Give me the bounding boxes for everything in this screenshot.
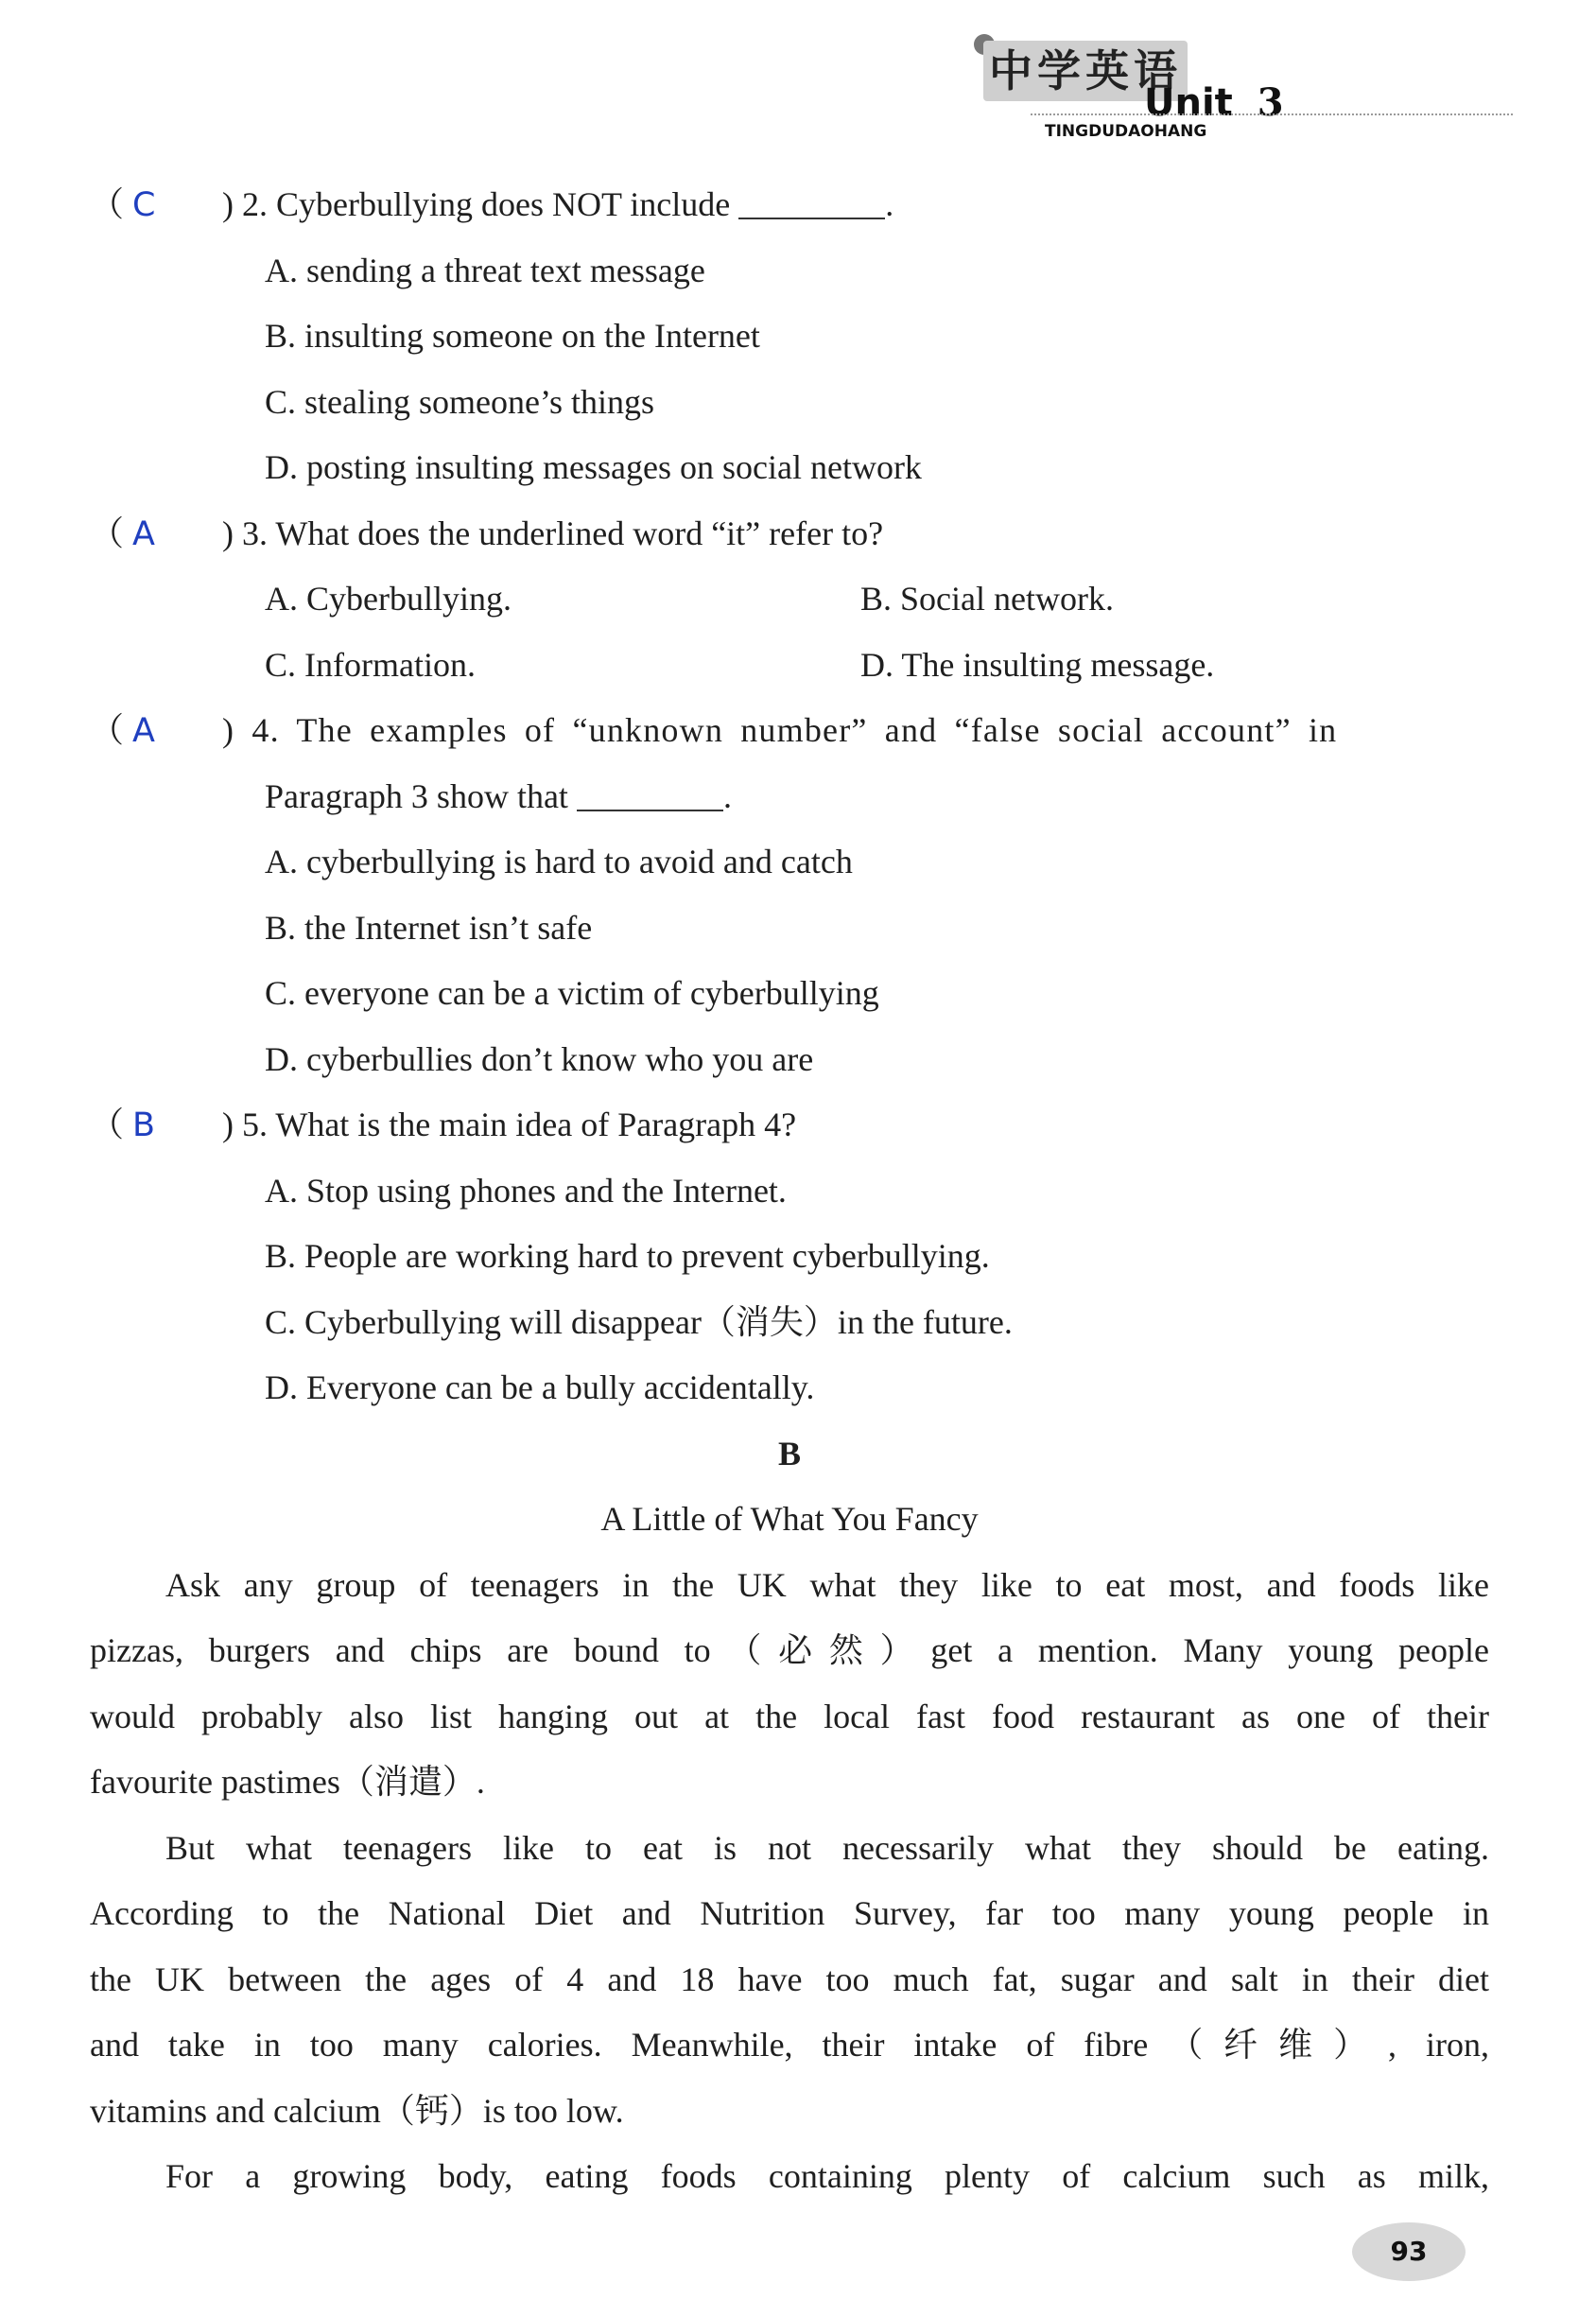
question-5 bbox=[90, 1092, 1489, 1158]
passage-line: the UK between the ages of 4 and 18 have too much fat, sugar and salt in their diet bbox=[90, 1960, 1489, 1998]
option: C. Information. bbox=[265, 645, 476, 684]
option: D. posting insulting messages on social network bbox=[265, 448, 922, 486]
passage-line: For a growing body, eating foods containing plenty of calcium such as milk, bbox=[165, 2157, 1489, 2195]
option: D. cyberbullies don’t know who you are bbox=[265, 1039, 814, 1078]
passage-line: According to the National Diet and Nutrition Survey, far too many young people in bbox=[90, 1894, 1489, 1932]
passage-title: A Little of What You Fancy bbox=[600, 1500, 979, 1538]
option: A. cyberbullying is hard to avoid and catch bbox=[265, 843, 853, 880]
option-row bbox=[90, 633, 1489, 699]
passage-line: vitamins and calcium（钙）is too low. bbox=[90, 2091, 624, 2130]
passage-line: But what teenagers like to eat is not necessarily what they should be eating. bbox=[165, 1828, 1489, 1867]
stem-end: . bbox=[722, 776, 732, 815]
answer-bracket: （ B bbox=[90, 1106, 156, 1144]
answer-bracket: （ C bbox=[90, 185, 156, 224]
question-stem: ) 5. What is the main idea of Paragraph 4? bbox=[222, 1106, 797, 1143]
unit-label bbox=[1144, 81, 1284, 125]
passage bbox=[90, 1553, 1489, 2210]
header-divider bbox=[1031, 113, 1513, 115]
option: A. Stop using phones and the Internet. bbox=[265, 1171, 787, 1210]
page-header bbox=[955, 26, 1513, 149]
answer-letter: B bbox=[132, 1106, 156, 1144]
passage-line: would probably also list hanging out at the local fast food restaurant as one of their bbox=[90, 1697, 1489, 1735]
section-label: B bbox=[777, 1434, 801, 1472]
stem-end: . bbox=[885, 185, 894, 223]
question-stem: ) 2. Cyberbullying does NOT include bbox=[222, 185, 731, 223]
option: C. stealing someone’s things bbox=[265, 382, 654, 421]
question-4-continued bbox=[90, 764, 1489, 830]
page-number: 93 bbox=[1352, 2222, 1466, 2281]
answer-blank bbox=[738, 189, 885, 219]
option: B. insulting someone on the Internet bbox=[265, 317, 760, 355]
question-stem-cont: Paragraph 3 show that bbox=[265, 776, 568, 815]
option: C. everyone can be a victim of cyberbullying bbox=[265, 974, 879, 1012]
page-content bbox=[90, 172, 1489, 2210]
answer-letter: C bbox=[132, 186, 156, 224]
question-4 bbox=[90, 698, 1489, 764]
option: D. Everyone can be a bully accidentally. bbox=[265, 1368, 815, 1406]
book-title: 中学英语 bbox=[983, 41, 1188, 101]
option: A. Cyberbullying. bbox=[265, 580, 512, 618]
option-row bbox=[90, 566, 1489, 633]
unit-number: 3 bbox=[1257, 80, 1284, 125]
option: C. Cyberbullying will disappear（消失）in the future. bbox=[265, 1302, 1013, 1341]
passage-line: Ask any group of teenagers in the UK what they like to eat most, and foods like bbox=[165, 1565, 1489, 1604]
option: B. the Internet isn’t safe bbox=[265, 908, 593, 947]
answer-letter: A bbox=[132, 712, 155, 750]
option: B. Social network. bbox=[860, 580, 1114, 618]
answer-bracket: （ A bbox=[90, 711, 155, 750]
unit-word: Unit bbox=[1144, 81, 1233, 125]
question-stem: ) 3. What does the underlined word “it” refer to? bbox=[222, 514, 884, 552]
option: D. The insulting message. bbox=[860, 645, 1215, 684]
answer-blank bbox=[577, 781, 723, 811]
answer-letter: A bbox=[132, 514, 155, 553]
option: B. People are working hard to prevent cyberbullying. bbox=[265, 1237, 990, 1275]
question-3 bbox=[90, 501, 1489, 567]
passage-line: favourite pastimes（消遣）. bbox=[90, 1763, 485, 1801]
question-2 bbox=[90, 172, 1489, 238]
passage-line: pizzas, burgers and chips are bound to（必然）get a mention. Many young people bbox=[90, 1631, 1489, 1669]
option: A. sending a threat text message bbox=[265, 251, 705, 289]
question-stem: ) 4. The examples of “unknown number” and “false social account” in bbox=[222, 711, 1338, 749]
header-subtitle: TINGDUDAOHANG bbox=[1045, 122, 1207, 141]
answer-bracket: （ A bbox=[90, 514, 155, 553]
passage-line: and take in too many calories. Meanwhile, their intake of fibre（纤维）, iron, bbox=[90, 2026, 1489, 2064]
